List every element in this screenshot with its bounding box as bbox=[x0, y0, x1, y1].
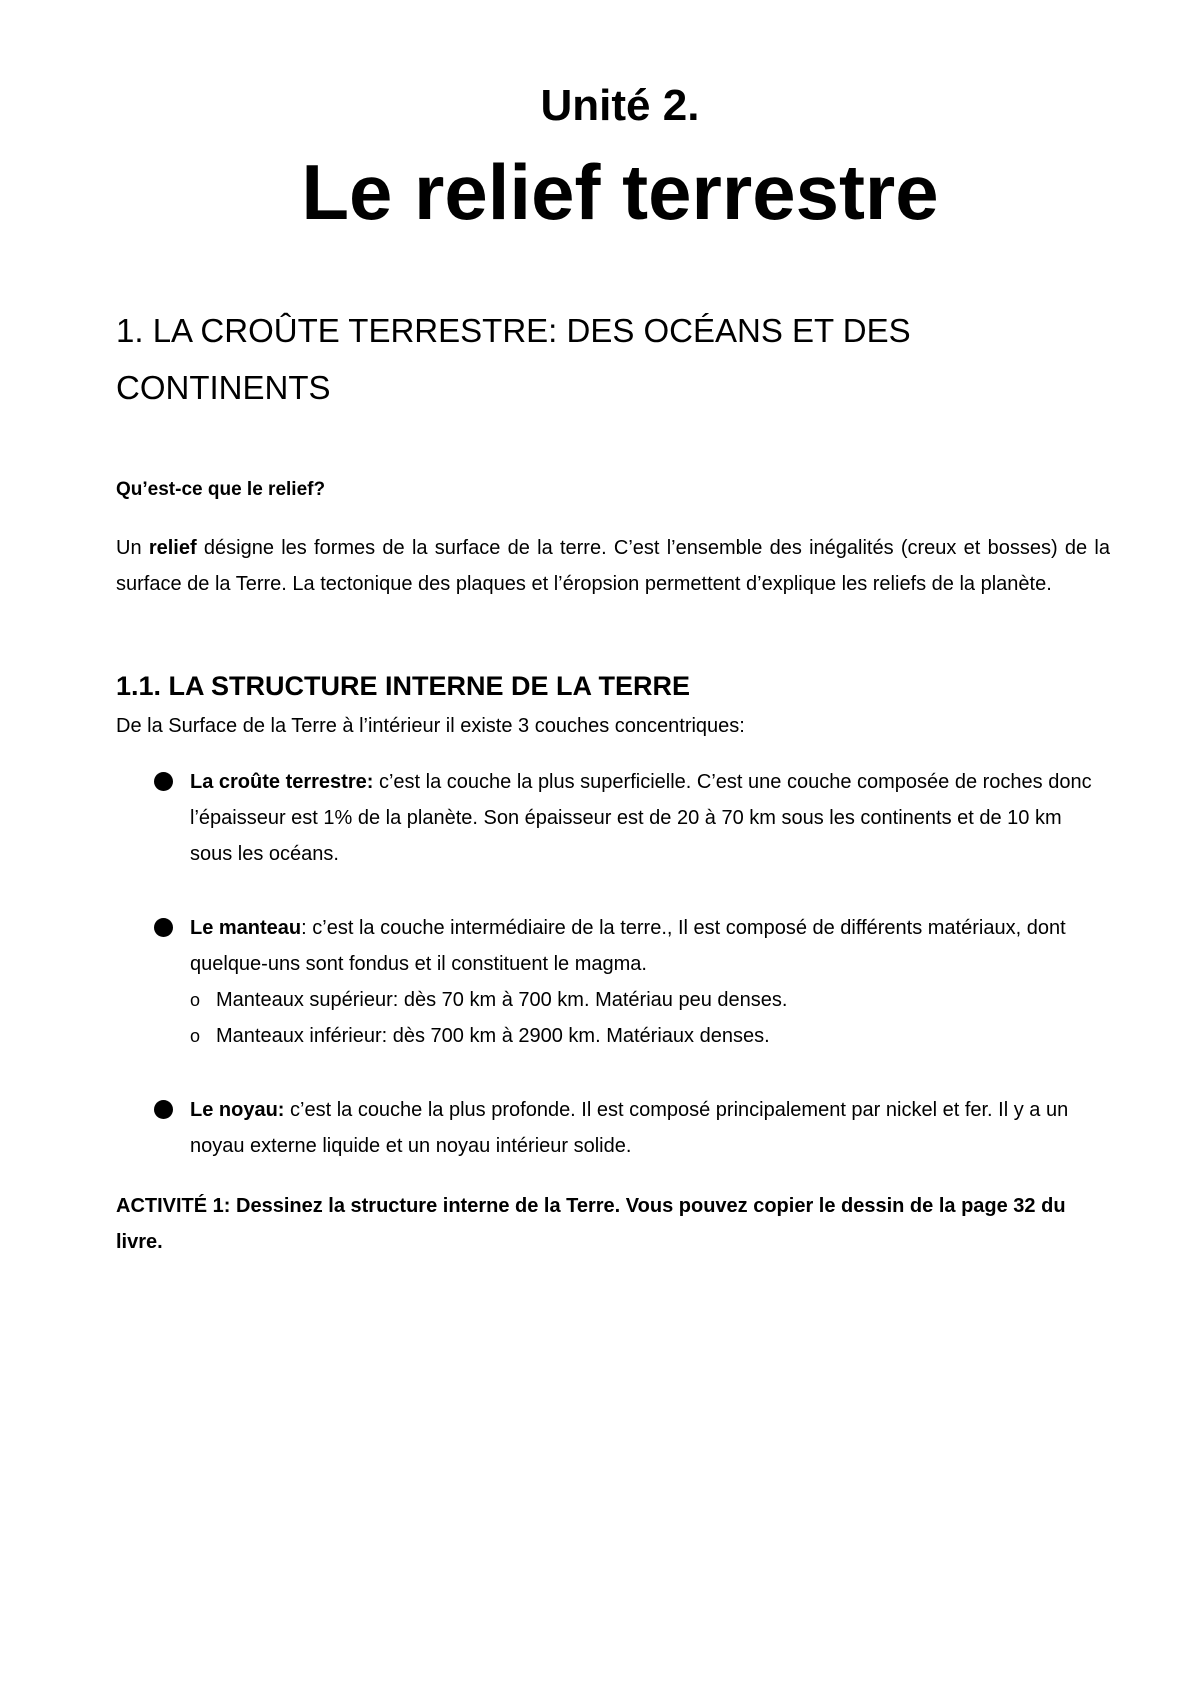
layer-term: Le manteau bbox=[190, 917, 302, 939]
subsection-lead: De la Surface de la Terre à l’intérieur il existe 3 couches concentriques: bbox=[116, 715, 745, 737]
layer-term: Le noyau: bbox=[190, 1099, 285, 1121]
bullet-icon bbox=[154, 1100, 173, 1119]
layer-description: c’est la couche la plus superficielle. C’est une couche composée de roches donc l’épaisseur est 1% de la planète. Son épaisseur est de 20 à 70 km sous les continents et de 10 km sous les océans. bbox=[190, 771, 1092, 865]
intro-text-rest: désigne les formes de la surface de la terre. C’est l’ensemble des inégalités (creux et bosses) de la surface de la Terre. La tectonique des plaques et l’éropsion permettent d’explique les reliefs de la planète. bbox=[116, 537, 1110, 595]
subsection-title: 1.1. LA STRUCTURE INTERNE DE LA TERRE bbox=[116, 671, 691, 701]
layer-mantle bbox=[152, 910, 1092, 1054]
layer-term: La croûte terrestre: bbox=[190, 771, 374, 793]
layer-description: : c’est la couche intermédiaire de la terre., Il est composé de différents matériaux, dont quelque-uns sont fondus et il constituent le magma. bbox=[190, 917, 1066, 975]
layer-description: c’est la couche la plus profonde. Il est composé principalement par nickel et fer. Il y a un noyau externe liquide et un noyau intérieur solide. bbox=[190, 1099, 1069, 1157]
layer-crust bbox=[152, 764, 1092, 872]
intro-bold-term: relief bbox=[148, 537, 197, 559]
page-title: Le relief terrestre bbox=[301, 148, 939, 236]
list-item bbox=[152, 1018, 1092, 1054]
list-item bbox=[152, 982, 1092, 1018]
sub-bullet-icon: o bbox=[190, 990, 201, 1010]
layer-core bbox=[152, 1092, 1092, 1164]
bullet-icon bbox=[154, 918, 173, 937]
mantle-sublist bbox=[152, 982, 1092, 1054]
intro-text-start: Un bbox=[116, 537, 149, 559]
bullet-icon bbox=[154, 772, 173, 791]
intro-paragraph bbox=[116, 530, 1110, 602]
section-title: 1. LA CROÛTE TERRESTRE: DES OCÉANS ET DES CONTINENTS bbox=[116, 312, 911, 406]
sub-item-text: Manteaux supérieur: dès 70 km à 700 km. Matériau peu denses. bbox=[216, 989, 788, 1011]
sub-bullet-icon: o bbox=[190, 1026, 201, 1046]
unit-label: Unité 2. bbox=[540, 81, 700, 130]
activity-instruction: ACTIVITÉ 1: Dessinez la structure interne de la Terre. Vous pouvez copier le dessin de la page 32 du livre. bbox=[116, 1195, 1066, 1253]
sub-item-text: Manteaux inférieur: dès 700 km à 2900 km. Matériaux denses. bbox=[216, 1025, 770, 1047]
question-heading: Qu’est-ce que le relief? bbox=[116, 479, 326, 500]
